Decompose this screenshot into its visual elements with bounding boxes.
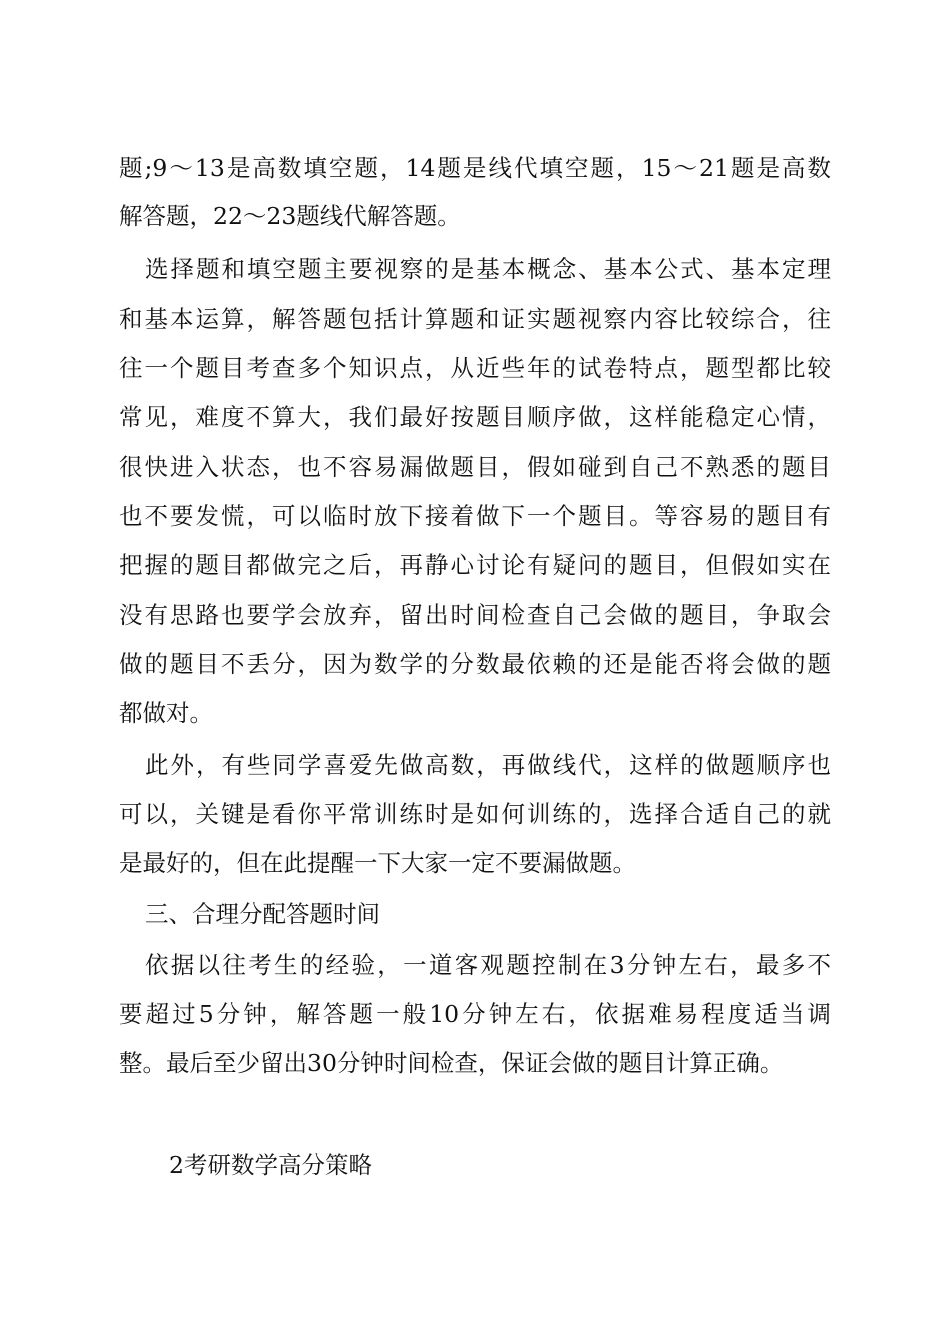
paragraph-line: 题;9～13是高数填空题，14题是线代填空题，15～21题是高数 — [119, 154, 831, 182]
paragraph-line: 整。最后至少留出30分钟时间检查，保证会做的题目计算正确。 — [119, 1049, 784, 1077]
paragraph-line: 也不要发慌，可以临时放下接着做下一个题目。等容易的题目有 — [119, 502, 831, 530]
section-heading: 三、合理分配答题时间 — [145, 900, 380, 928]
paragraph-line: 往一个题目考查多个知识点，从近些年的试卷特点，题型都比较 — [119, 354, 831, 382]
paragraph-line: 很快进入状态，也不容易漏做题目，假如碰到自己不熟悉的题目 — [119, 453, 831, 481]
paragraph-line: 都做对。 — [119, 699, 213, 727]
paragraph-line: 解答题，22～23题线代解答题。 — [119, 202, 461, 230]
paragraph-line: 要超过5分钟，解答题一般10分钟左右，依据难易程度适当调 — [119, 1000, 831, 1028]
paragraph-line: 没有思路也要学会放弃，留出时间检查自己会做的题目，争取会 — [119, 601, 831, 629]
paragraph-line: 依据以往考生的经验，一道客观题控制在3分钟左右，最多不 — [145, 951, 831, 979]
paragraph-line: 和基本运算，解答题包括计算题和证实题视察内容比较综合，往 — [119, 305, 831, 333]
paragraph-line: 常见，难度不算大，我们最好按题目顺序做，这样能稳定心情， — [119, 403, 831, 431]
paragraph-line: 此外，有些同学喜爱先做高数，再做线代，这样的做题顺序也 — [145, 751, 831, 779]
paragraph-line: 是最好的，但在此提醒一下大家一定不要漏做题。 — [119, 849, 636, 877]
next-section-title: 2考研数学高分策略 — [169, 1151, 372, 1179]
paragraph-line: 做的题目不丢分，因为数学的分数最依赖的还是能否将会做的题 — [119, 650, 831, 678]
paragraph-line: 选择题和填空题主要视察的是基本概念、基本公式、基本定理 — [145, 255, 831, 283]
paragraph-line: 可以，关键是看你平常训练时是如何训练的，选择合适自己的就 — [119, 800, 831, 828]
paragraph-line: 把握的题目都做完之后，再静心讨论有疑问的题目，但假如实在 — [119, 551, 831, 579]
